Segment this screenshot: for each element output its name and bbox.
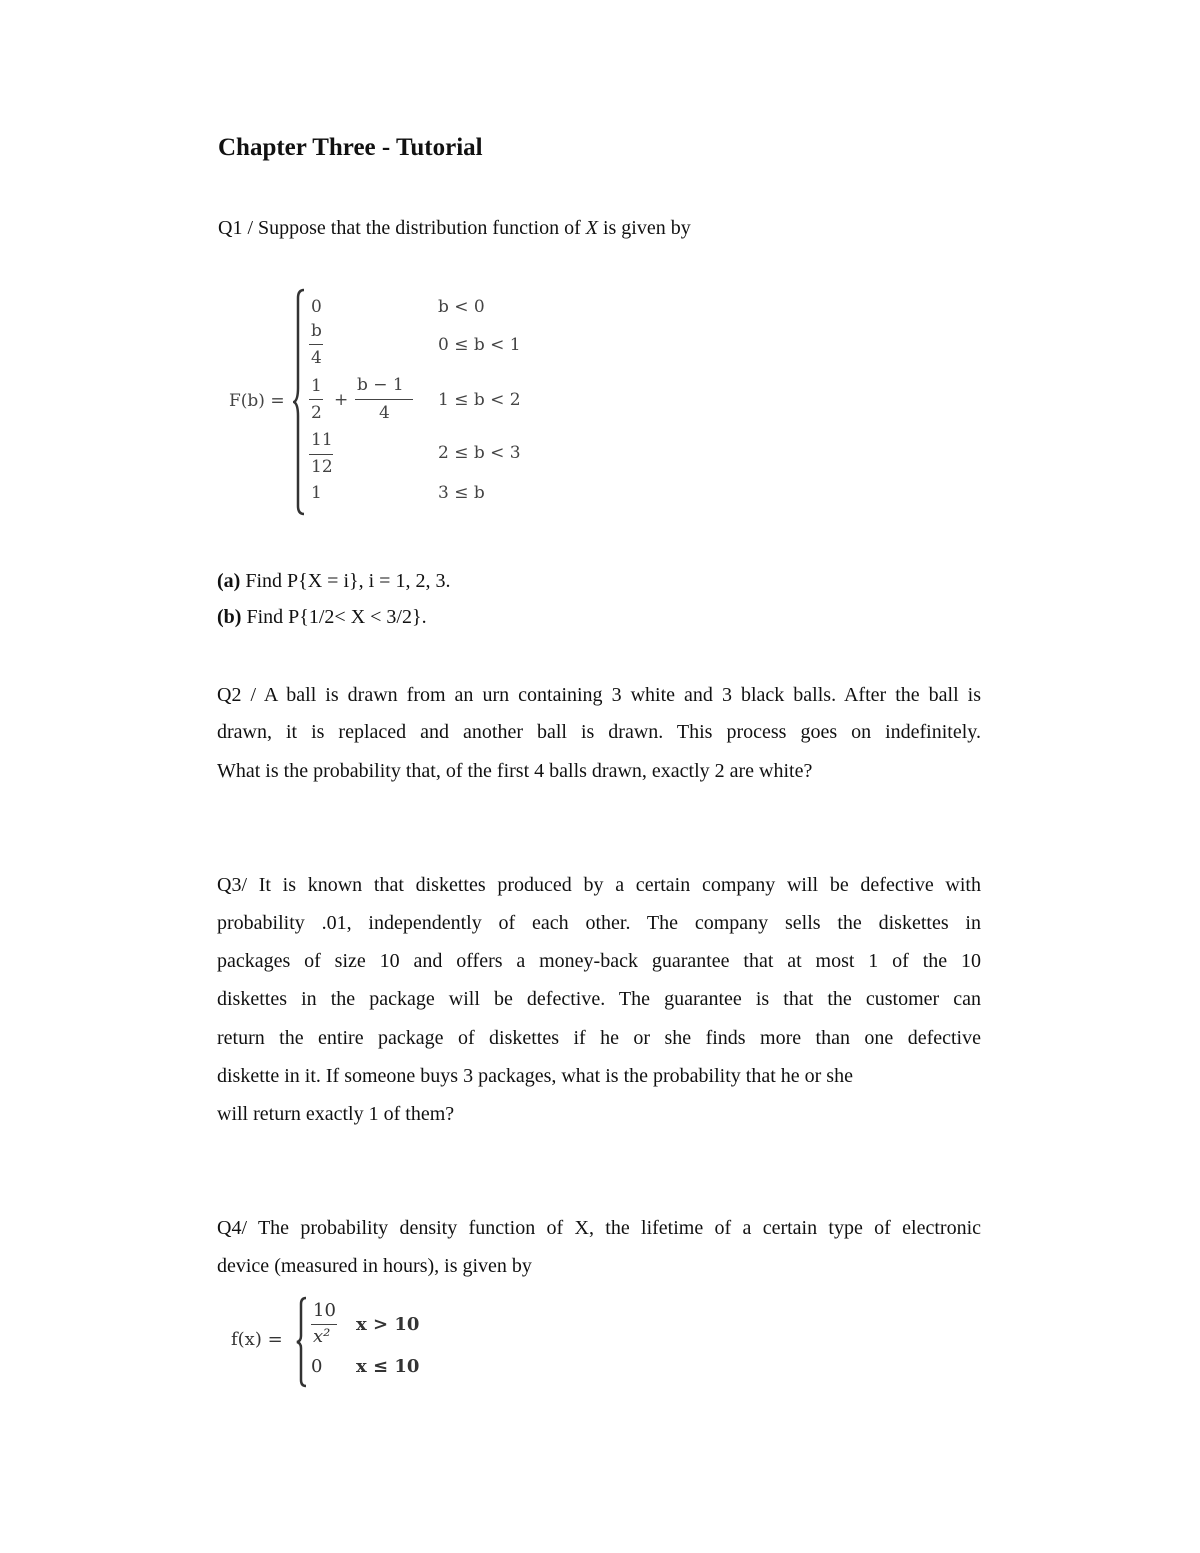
q1-case4-condition: 2 ≤ b < 3 [438,443,521,463]
q4-case2-condition: x ≤ 10 [356,1356,420,1377]
q4-line-2: device (measured in hours), is given by [217,1255,532,1277]
q4-case1-bar [311,1324,337,1325]
q1-case5-condition: 3 ≤ b [438,483,485,503]
q3-line-3: packages of size 10 and offers a money-back guarantee that at most 1 of the 10 [217,950,981,972]
q4-line-1: Q4/ The probability density function of X, the lifetime of a certain type of electronic [217,1217,981,1239]
q3-line-5: return the entire package of diskettes if he or she finds more than one defective [217,1027,981,1049]
q4-case1-num: 10 [313,1300,336,1321]
page-title: Chapter Three - Tutorial [218,134,483,161]
q1-case5-value: 1 [311,483,322,503]
q1-case3-term1-den: 2 [311,403,322,423]
q3-line-7: will return exactly 1 of them? [217,1103,455,1125]
q3-line-6: diskette in it. If someone buys 3 packages, what is the probability that he or she [217,1065,853,1087]
q1-part-a-text: Find P{X = i}, i = 1, 2, 3. [240,570,451,592]
q1-case2-den: 4 [311,348,322,368]
q3-line-2: probability .01, independently of each other. The company sells the diskettes in [217,912,981,934]
q1-part-b-text: Find P{1/2< X < 3/2}. [241,606,427,628]
q4-left-brace [296,1296,308,1388]
q1-formula-lhs: F(b) = [229,391,285,411]
q1-intro-prefix: Q1 / Suppose that the distribution function of [218,217,586,239]
q4-case1-den: x² [313,1326,331,1347]
q1-intro-suffix: is given by [597,217,691,239]
q1-case1-value: 0 [311,297,322,317]
q2-line-3: What is the probability that, of the first 4 balls drawn, exactly 2 are white? [217,760,813,782]
q1-case2-condition: 0 ≤ b < 1 [438,335,521,355]
q2-line-2: drawn, it is replaced and another ball is drawn. This process goes on indefinitely. [217,721,981,743]
q1-case3-term2-num: b − 1 [357,375,404,395]
q3-line-4: diskettes in the package will be defective. The guarantee is that the customer can [217,988,981,1010]
q1-case1-condition: b < 0 [438,297,485,317]
q4-case1-condition: x > 10 [356,1314,420,1335]
q1-intro-var: X [585,217,598,239]
q1-case3-op: + [334,390,349,410]
q1-case3-term1-num: 1 [311,376,322,396]
q1-part-b-label: (b) [217,606,242,628]
q3-line-1: Q3/ It is known that diskettes produced by a certain company will be defective with [217,874,981,896]
q1-case3-condition: 1 ≤ b < 2 [438,390,521,410]
q4-formula-lhs: f(x) = [231,1329,283,1350]
q1-case3-term2-den: 4 [379,403,390,423]
q2-line-1: Q2 / A ball is drawn from an urn containing 3 white and 3 black balls. After the ball is [217,684,981,706]
q4-case2-value: 0 [311,1356,323,1377]
q1-case2-num: b [311,321,322,341]
q1-case4-den: 12 [311,457,333,477]
q1-part-a-label: (a) [217,570,241,592]
q1-case4-num: 11 [311,430,333,450]
